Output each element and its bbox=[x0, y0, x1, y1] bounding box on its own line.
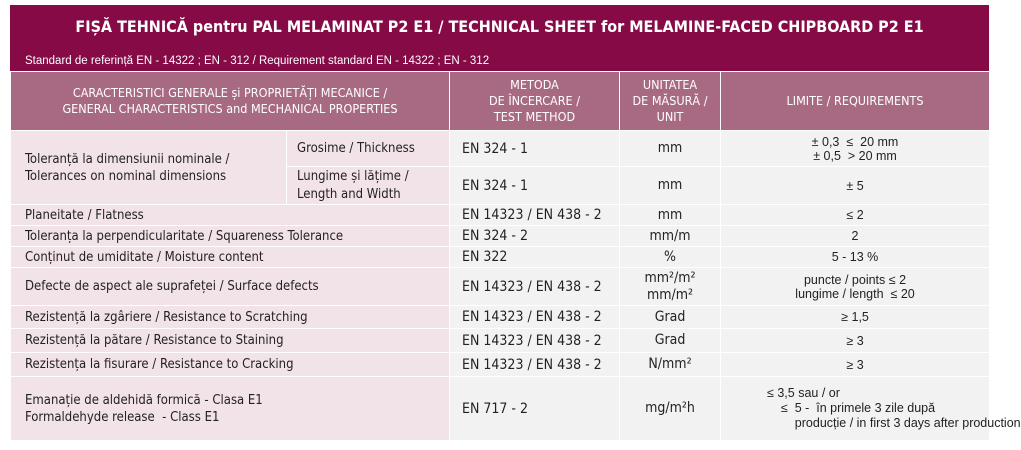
scratching-limits: ≥ 1,5 bbox=[721, 306, 990, 329]
table-row bbox=[11, 329, 990, 353]
formaldehyde-limits bbox=[721, 377, 1021, 441]
staining-label: Rezistență la pătare / Resistance to Staining bbox=[11, 329, 450, 353]
cracking-unit: N/mm² bbox=[620, 353, 721, 377]
header-line: METODA bbox=[510, 77, 559, 92]
header-line: DE MĂSURĂ / bbox=[632, 93, 708, 108]
label-line: Tolerances on nominal dimensions bbox=[25, 168, 227, 184]
cracking-label: Rezistența la fisurare / Resistance to Cracking bbox=[11, 353, 450, 377]
limit-line: ± 0,3 ≤ 20 mm bbox=[811, 134, 899, 149]
thickness-unit: mm bbox=[620, 131, 721, 167]
unit-line: mm²/m² bbox=[644, 269, 696, 286]
header-line: UNIT bbox=[656, 109, 684, 124]
col-method-header bbox=[450, 72, 620, 131]
table-row bbox=[11, 131, 990, 167]
moisture-label: Conținut de umiditate / Moisture content bbox=[11, 247, 450, 268]
cracking-method: EN 14323 / EN 438 - 2 bbox=[450, 353, 620, 377]
staining-unit: Grad bbox=[620, 329, 721, 353]
moisture-limits: 5 - 13 % bbox=[721, 247, 990, 268]
header-line: GENERAL CHARACTERISTICS and MECHANICAL PROPERTIES bbox=[62, 101, 398, 116]
squareness-label: Toleranța la perpendicularitate / Squareness Tolerance bbox=[11, 226, 450, 247]
header-line: DE ÎNCERCARE / bbox=[488, 93, 581, 108]
flatness-method: EN 14323 / EN 438 - 2 bbox=[450, 205, 620, 226]
staining-limits: ≥ 3 bbox=[721, 329, 990, 353]
flatness-unit: mm bbox=[620, 205, 721, 226]
table-row bbox=[11, 268, 990, 306]
limit-line: lungime / length ≤ 20 bbox=[795, 286, 915, 301]
label-line: Lungime și lățime / bbox=[297, 168, 409, 184]
staining-method: EN 14323 / EN 438 - 2 bbox=[450, 329, 620, 353]
surface-defects-method: EN 14323 / EN 438 - 2 bbox=[450, 268, 620, 306]
formaldehyde-unit: mg/m²h bbox=[620, 377, 721, 441]
table-row bbox=[11, 377, 990, 441]
thickness-label: Grosime / Thickness bbox=[287, 131, 450, 167]
table-row bbox=[11, 306, 990, 329]
thickness-method: EN 324 - 1 bbox=[450, 131, 620, 167]
limit-line: puncte / points ≤ 2 bbox=[803, 272, 907, 287]
sheet-title: FIȘĂ TEHNICĂ pentru PAL MELAMINAT P2 E1 / TECHNICAL SHEET for MELAMINE-FACED CHIPBOARD P2 E1 bbox=[75, 17, 924, 36]
length-width-method: EN 324 - 1 bbox=[450, 167, 620, 205]
scratching-label: Rezistență la zgâriere / Resistance to Scratching bbox=[11, 306, 450, 329]
formaldehyde-label bbox=[11, 377, 450, 441]
label-line: Emanație de aldehidă formică - Clasa E1 bbox=[25, 392, 263, 408]
scratching-method: EN 14323 / EN 438 - 2 bbox=[450, 306, 620, 329]
table-row bbox=[11, 247, 990, 268]
header-line: TEST METHOD bbox=[493, 109, 576, 124]
label-line: Toleranță la dimensiunii nominale / bbox=[25, 151, 230, 167]
squareness-unit: mm/m bbox=[620, 226, 721, 247]
squareness-limits: 2 bbox=[721, 226, 990, 247]
label-line: Formaldehyde release - Class E1 bbox=[25, 409, 220, 425]
label-line: Length and Width bbox=[297, 186, 401, 202]
length-width-label bbox=[287, 167, 450, 205]
surface-defects-label: Defecte de aspect ale suprafeței / Surface defects bbox=[11, 268, 450, 306]
formaldehyde-method: EN 717 - 2 bbox=[450, 377, 620, 441]
moisture-unit: % bbox=[620, 247, 721, 268]
col-unit-header bbox=[620, 72, 721, 131]
unit-line: mm/m² bbox=[646, 286, 694, 303]
col-limits-header: LIMITE / REQUIREMENTS bbox=[721, 72, 990, 131]
thickness-limits bbox=[721, 131, 990, 167]
length-width-limits: ± 5 bbox=[721, 167, 990, 205]
table-row bbox=[11, 205, 990, 226]
limit-line: ≤ 3,5 sau / or bbox=[767, 386, 840, 400]
surface-defects-unit bbox=[620, 268, 721, 306]
flatness-label: Planeitate / Flatness bbox=[11, 205, 450, 226]
length-width-unit: mm bbox=[620, 167, 721, 205]
surface-defects-limits bbox=[721, 268, 990, 306]
squareness-method: EN 324 - 2 bbox=[450, 226, 620, 247]
limit-line: ± 0,5 > 20 mm bbox=[813, 148, 897, 163]
header-line: UNITATEA bbox=[642, 77, 698, 92]
table-header-row bbox=[11, 72, 990, 131]
table-row bbox=[11, 353, 990, 377]
title-bar bbox=[10, 5, 989, 71]
limit-line: producție / in first 3 days after production bbox=[767, 416, 1021, 430]
tolerances-label bbox=[11, 131, 287, 205]
header-line: CARACTERISTICI GENERALE și PROPRIETĂȚI MECANICE / bbox=[72, 85, 388, 100]
flatness-limits: ≤ 2 bbox=[721, 205, 990, 226]
limit-line: ≤ 5 - în primele 3 zile după bbox=[767, 401, 936, 415]
moisture-method: EN 322 bbox=[450, 247, 620, 268]
cracking-limits: ≥ 3 bbox=[721, 353, 990, 377]
spec-table bbox=[10, 71, 1021, 441]
table-row bbox=[11, 226, 990, 247]
standard-reference: Standard de referință EN - 14322 ; EN - 312 / Requirement standard EN - 14322 ; EN - 312 bbox=[25, 55, 490, 67]
scratching-unit: Grad bbox=[620, 306, 721, 329]
col-characteristics-header bbox=[11, 72, 450, 131]
